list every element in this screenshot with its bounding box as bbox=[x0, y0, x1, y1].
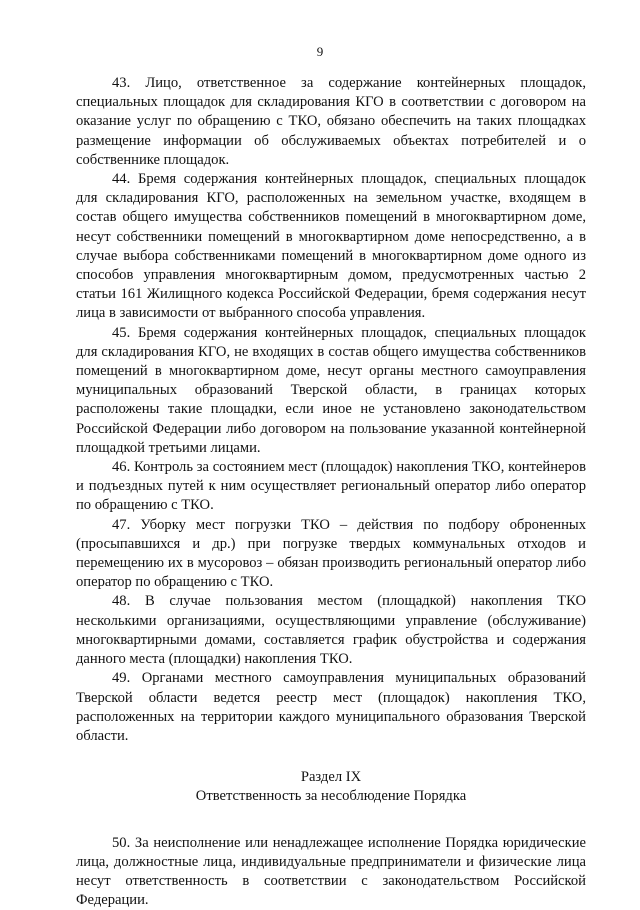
paragraph-45: 45. Бремя содержания контейнерных площадок, специальных площадок для складирования КГО, не входящих в состав общего имущества собственников помещений в многоквартирном доме, несут органы местного самоуправления муниципальных образований Тверской области, в границах которых расположены такие площадки, если иное не установлено законодательством Российской Федерации либо договором на пользование указанной контейнерной площадкой третьими лицами. bbox=[76, 324, 586, 456]
paragraph-46: 46. Контроль за состоянием мест (площадок) накопления ТКО, контейнеров и подъездных путей к ним осуществляет региональный оператор либо оператор по обращению с ТКО. bbox=[76, 459, 586, 514]
paragraph-43: 43. Лицо, ответственное за содержание контейнерных площадок, специальных площадок для складирования КГО в соответствии с договором на оказание услуг по обращению с ТКО, обязано обеспечить на таких площадках размещение информации об обслуживаемых объектах потребителей и о собственнике площадок. bbox=[76, 75, 586, 168]
paragraph-49: 49. Органами местного самоуправления муниципальных образований Тверской области ведется реестр мест (площадок) накопления ТКО, расположенных на территории каждого муниципального образования Тверской области. bbox=[76, 670, 586, 744]
section-number: Раздел IX bbox=[300, 769, 362, 786]
paragraph-50: 50. За неисполнение или ненадлежащее исполнение Порядка юридические лица, должностные лица, индивидуальные предприниматели и физические лица несут ответственность в соответствии с законодательством Российской Федерации. bbox=[76, 834, 586, 909]
paragraph-48: 48. В случае пользования местом (площадкой) накопления ТКО несколькими организациями, осуществляющими управление (обслуживание) многоквартирными домами, составляется график обустройства и содержания данного места (площадки) накопления ТКО. bbox=[76, 593, 586, 668]
paragraph-47: 47. Уборку мест погрузки ТКО – действия по подбору оброненных (просыпавшихся и др.) при погрузке твердых коммунальных отходов и перемещению их в мусоровоз – обязан производить региональный оператор либо оператор по обращению с ТКО. bbox=[76, 516, 586, 591]
document-body bbox=[76, 74, 586, 910]
section-title: Ответственность за несоблюдение Порядка bbox=[195, 788, 467, 805]
paragraph-44: 44. Бремя содержания контейнерных площадок, специальных площадок для складирования КГО, расположенных на земельном участке, входящем в состав общего имущества собственников помещений в многоквартирном доме, несут собственники помещений в многоквартирном доме непосредственно, а в случае выбора собственниками помещений в многоквартирном доме одного из способов управления многоквартирным домом, предусмотренных частью 2 статьи 161 Жилищного кодекса Российской Федерации, бремя содержания несут лица в зависимости от выбранного способа управления. bbox=[76, 171, 586, 322]
page-number: 9 bbox=[316, 44, 324, 59]
section-spacer bbox=[76, 807, 586, 834]
